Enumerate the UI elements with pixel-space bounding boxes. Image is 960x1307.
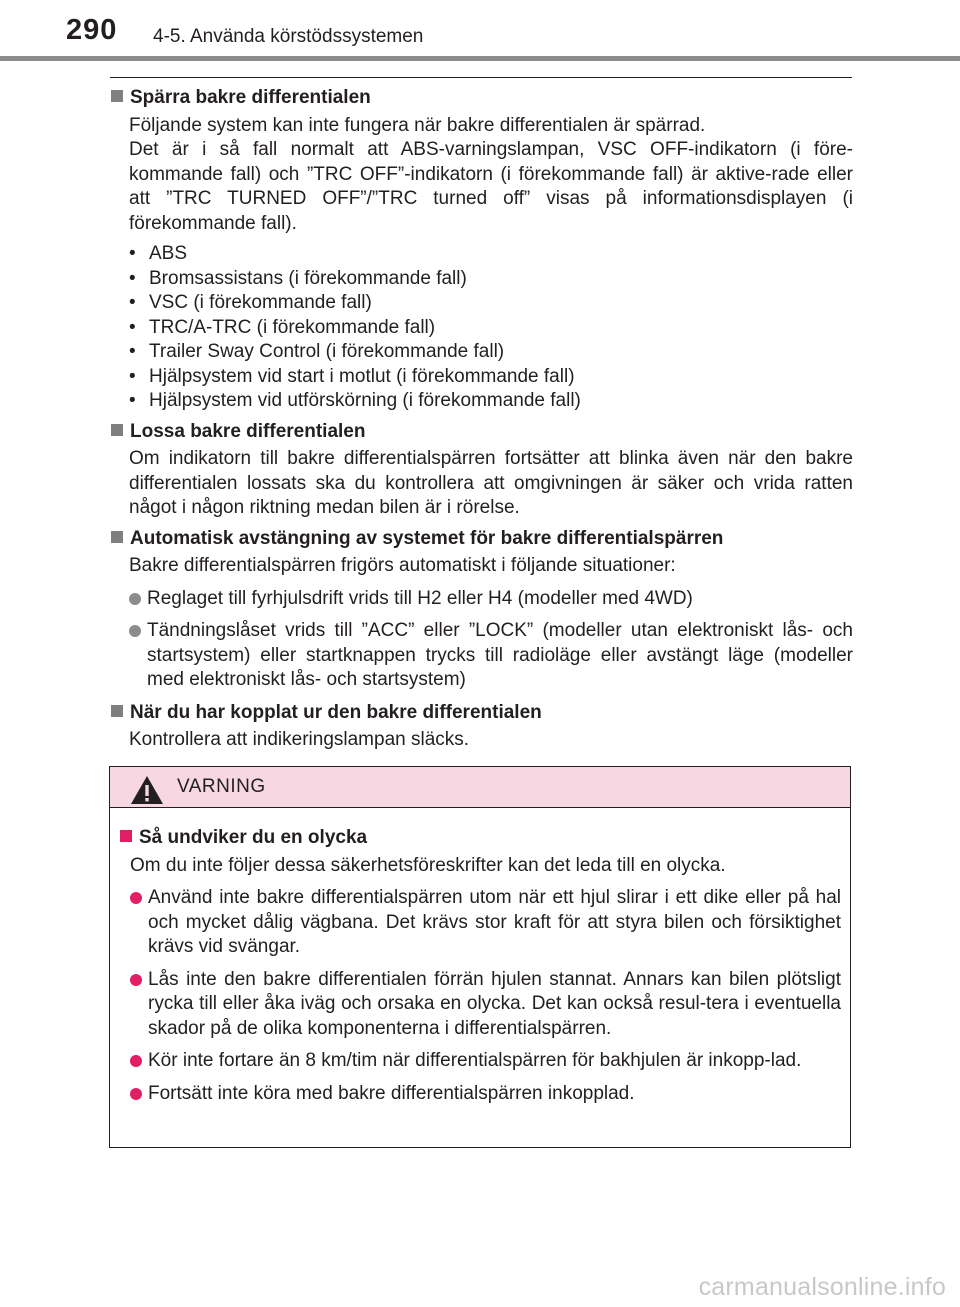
section-heading-text: Spärra bakre differentialen bbox=[130, 87, 371, 108]
section-heading bbox=[111, 86, 853, 111]
circle-bullet-icon bbox=[130, 892, 142, 904]
main-content bbox=[111, 86, 853, 753]
square-bullet-icon bbox=[111, 90, 123, 102]
square-bullet-icon bbox=[111, 531, 123, 543]
list-item: • Hjälpsystem vid start i motlut (i förekommande fall) bbox=[129, 365, 575, 387]
list-item: • ABS bbox=[129, 243, 188, 264]
circle-bullet-icon bbox=[130, 1055, 142, 1067]
section-heading bbox=[111, 701, 853, 726]
list-item: Använd inte bakre differentialspärren utom när ett hjul slirar i ett dike eller på hal och mycket dålig vägbana. Det krävs stor kraft för att styra bilen och försiktighet krävs vid svängar. bbox=[120, 886, 841, 960]
list-item: Tändningslåset vrids till ”ACC” eller ”LOCK” (modeller utan elektroniskt lås- och startsystem) eller startknappen trycks till radioläge eller avstängt läge (modeller med elektroniskt lås- och startsystem) bbox=[111, 619, 853, 693]
warning-triangle-icon bbox=[130, 775, 164, 805]
content-divider bbox=[110, 77, 852, 78]
warning-title: VARNING bbox=[177, 776, 266, 797]
section-heading-text: Lossa bakre differentialen bbox=[130, 420, 366, 442]
square-bullet-icon bbox=[111, 424, 123, 436]
section-heading-text: När du har kopplat ur den bakre differentialen bbox=[130, 701, 542, 723]
list-item: • Bromsassistans (i förekommande fall) bbox=[129, 267, 467, 289]
warning-body bbox=[110, 808, 850, 1106]
watermark: carmanualsonline.info bbox=[698, 1273, 946, 1301]
paragraph: Om indikatorn till bakre differentialspärren fortsätter att blinka även när den bakre differentialen lossats ska du kontrollera att omgivningen är säker och vrida ratten något i någon riktning medan bilen är i rörelse. bbox=[129, 448, 853, 518]
paragraph: Bakre differentialspärren frigörs automatiskt i följande situationer: bbox=[129, 555, 676, 576]
circle-bullet-icon bbox=[129, 593, 141, 605]
paragraph: Om du inte följer dessa säkerhetsföreskrifter kan det leda till en olycka. bbox=[130, 854, 726, 876]
warning-heading-text: Så undviker du en olycka bbox=[139, 827, 368, 848]
paragraph: Det är i så fall normalt att ABS-varningslampan, VSC OFF-indikatorn (i före-kommande fall) och ”TRC OFF”-indikatorn (i förekommande fall) är aktive-rade eller att ”TRC TURNED OFF”/”TRC turned off” visas på informationsdisplayen (i förekommande fall). bbox=[129, 139, 853, 234]
list-item: • TRC/A-TRC (i förekommande fall) bbox=[129, 316, 436, 338]
page-number: 290 bbox=[66, 14, 118, 46]
section-heading bbox=[111, 527, 853, 552]
circle-bullet-icon bbox=[130, 974, 142, 986]
warning-box bbox=[109, 766, 851, 1148]
list-item: • Trailer Sway Control (i förekommande fall) bbox=[129, 341, 505, 362]
warning-header bbox=[110, 767, 850, 808]
list-item: • Hjälpsystem vid utförskörning (i förekommande fall) bbox=[129, 390, 581, 411]
list-item: • VSC (i förekommande fall) bbox=[129, 292, 372, 313]
bullet-list bbox=[111, 242, 853, 414]
section-heading-text: Automatisk avstängning av systemet för bakre differentialspärren bbox=[130, 527, 724, 549]
square-bullet-icon bbox=[120, 830, 132, 842]
square-bullet-icon bbox=[111, 705, 123, 717]
list-item: Reglaget till fyrhjulsdrift vrids till H2 eller H4 (modeller med 4WD) bbox=[111, 587, 853, 612]
section-heading bbox=[111, 420, 853, 445]
warning-heading bbox=[120, 826, 841, 851]
page-header bbox=[0, 0, 960, 62]
paragraph: Kontrollera att indikeringslampan släcks. bbox=[129, 729, 470, 750]
paragraph: Följande system kan inte fungera när bakre differentialen är spärrad. bbox=[129, 114, 706, 136]
chapter-title: 4-5. Använda körstödssystemen bbox=[153, 26, 424, 47]
list-item: Lås inte den bakre differentialen förrän hjulen stannat. Annars kan bilen plötsligt rycka till eller åka iväg och orsaka en olycka. Det kan också resul-tera i eventuella skador på de olika komponenterna i differentialspärren. bbox=[120, 968, 841, 1042]
list-item: Kör inte fortare än 8 km/tim när differentialspärren för bakhjulen är inkopp-lad. bbox=[120, 1049, 841, 1074]
circle-bullet-icon bbox=[130, 1088, 142, 1100]
list-item: Fortsätt inte köra med bakre differentialspärren inkopplad. bbox=[120, 1082, 841, 1107]
header-divider bbox=[0, 56, 960, 61]
circle-bullet-icon bbox=[129, 625, 141, 637]
